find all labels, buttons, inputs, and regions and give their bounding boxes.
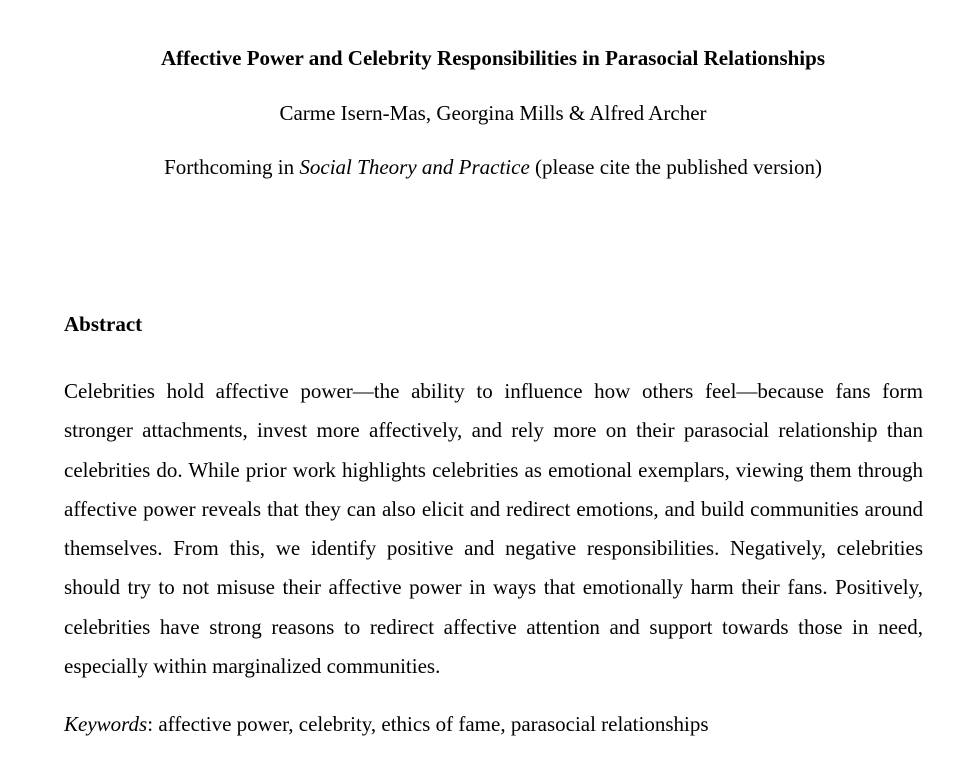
journal-name: Social Theory and Practice [299,155,530,179]
keywords-label: Keywords [64,712,148,736]
paper-title: Affective Power and Celebrity Responsibilities in Parasocial Relationships [161,46,825,70]
keywords-line [64,711,709,737]
paper-authors: Carme Isern-Mas, Georgina Mills & Alfred Archer [279,101,707,125]
abstract-text: Celebrities hold affective power—the ability to influence how others feel—because fans form stronger attachments, invest more affectively, and rely more on their parasocial relationship than celebrities do. While prior work highlights celebrities as emotional exemplars, viewing them through affective power reveals that they can also elicit and redirect emotions, and build communities around themselves. From this, we identify positive and negative responsibilities. Negatively, celebrities should try to not misuse their affective power in ways that emotionally harm their fans. Positively, celebrities have strong reasons to redirect affective attention and support towards those in need, especially within marginalized communities. [64,379,923,679]
keywords-list: affective power, celebrity, ethics of fame, parasocial relationships [158,712,709,736]
publication-note [0,154,972,180]
venue-suffix: (please cite the published version) [529,155,822,179]
keywords-separator: : [147,712,159,736]
venue-prefix: Forthcoming in [164,155,300,179]
abstract-heading: Abstract [64,312,143,336]
